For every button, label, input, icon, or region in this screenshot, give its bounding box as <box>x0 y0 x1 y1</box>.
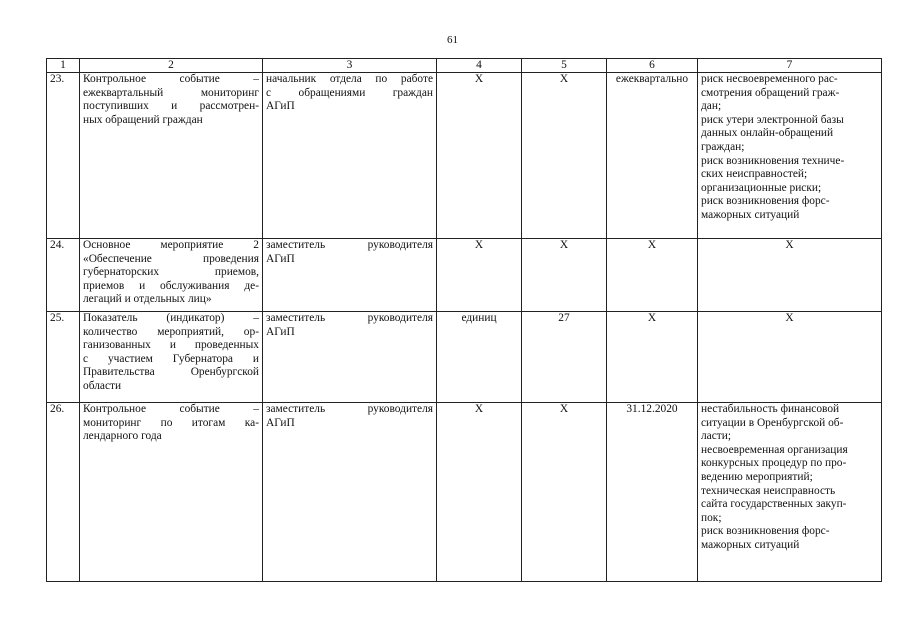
cell-line: риск возникновения форс- <box>701 195 830 208</box>
description-cell <box>80 239 263 312</box>
table-row <box>47 403 882 582</box>
cell-line: ных обращений граждан <box>83 113 203 126</box>
cell-line: конкурсных процедур по про- <box>701 457 847 470</box>
cell-line: риск несвоевременного рас- <box>701 73 838 85</box>
cell-line: заместитель руководителя <box>266 239 433 251</box>
cell-line: риск утери электронной базы <box>701 113 844 126</box>
c4-cell: X <box>437 239 522 312</box>
column-header: 7 <box>698 59 882 73</box>
c6-cell: X <box>607 239 698 312</box>
c4-cell: X <box>437 73 522 239</box>
cell-line: Контрольное событие – <box>83 403 259 415</box>
cell-line: смотрения обращений граж- <box>701 86 840 99</box>
cell-line: мажорных ситуаций <box>701 208 800 221</box>
cell-line: несвоевременная организация <box>701 443 848 456</box>
table-row <box>47 312 882 403</box>
measures-table <box>46 58 882 582</box>
cell-line: губернаторских приемов, <box>83 266 259 279</box>
cell-line: Правительства Оренбургской <box>83 366 259 379</box>
cell-line: области <box>83 379 122 392</box>
c5-cell: X <box>522 403 607 582</box>
responsible-cell <box>263 73 437 239</box>
cell-line: X <box>785 312 794 324</box>
cell-line: граждан; <box>701 140 745 153</box>
cell-line: легаций и отдельных лиц» <box>83 293 212 306</box>
cell-line: приемов и обслуживания де- <box>83 279 259 292</box>
column-header: 3 <box>263 59 437 73</box>
cell-line: АГиП <box>266 325 295 338</box>
table-row <box>47 239 882 312</box>
c5-cell: X <box>522 239 607 312</box>
description-cell <box>80 403 263 582</box>
c6-cell: ежеквартально <box>607 73 698 239</box>
column-header: 1 <box>47 59 80 73</box>
cell-line: Контрольное событие – <box>83 73 259 85</box>
cell-line: пок; <box>701 511 722 524</box>
cell-line: начальник отдела по работе <box>266 73 433 85</box>
cell-line: ситуации в Оренбургской об- <box>701 416 844 429</box>
cell-line: АГиП <box>266 416 295 429</box>
cell-line: сайта государственных закуп- <box>701 498 847 511</box>
row-number-cell: 24. <box>47 239 80 312</box>
cell-line: риск возникновения форс- <box>701 525 830 538</box>
responsible-cell <box>263 403 437 582</box>
c6-cell: 31.12.2020 <box>607 403 698 582</box>
cell-line: данных онлайн-обращений <box>701 127 834 140</box>
cell-line: дан; <box>701 100 722 113</box>
cell-line: нестабильность финансовой <box>701 403 840 415</box>
risks-cell <box>698 312 882 403</box>
cell-line: мониторинг по итогам ка- <box>83 416 259 429</box>
cell-line: ежеквартальный мониторинг <box>83 86 259 99</box>
header-row <box>47 59 882 73</box>
risks-cell <box>698 239 882 312</box>
c4-cell: единиц <box>437 312 522 403</box>
c5-cell: 27 <box>522 312 607 403</box>
cell-line: мажорных ситуаций <box>701 538 800 551</box>
cell-line: поступивших и рассмотрен- <box>83 100 259 113</box>
cell-line: Основное мероприятие 2 <box>83 239 259 251</box>
cell-line: лендарного года <box>83 430 162 443</box>
cell-line: ских неисправностей; <box>701 168 808 181</box>
responsible-cell <box>263 312 437 403</box>
risks-cell <box>698 73 882 239</box>
column-header: 5 <box>522 59 607 73</box>
risks-cell <box>698 403 882 582</box>
c5-cell: X <box>522 73 607 239</box>
cell-line: ведению мероприятий; <box>701 470 813 483</box>
responsible-cell <box>263 239 437 312</box>
cell-line: риск возникновения техниче- <box>701 154 845 167</box>
column-header: 2 <box>80 59 263 73</box>
cell-line: с участием Губернатора и <box>83 352 259 365</box>
description-cell <box>80 312 263 403</box>
table-row <box>47 73 882 239</box>
cell-line: техническая неисправность <box>701 484 836 497</box>
cell-line: Показатель (индикатор) – <box>83 312 259 324</box>
cell-line: количество мероприятий, ор- <box>83 325 259 338</box>
cell-line: заместитель руководителя <box>266 312 433 324</box>
cell-line: с обращениями граждан <box>266 86 433 99</box>
page-number: 61 <box>447 34 458 46</box>
row-number-cell: 25. <box>47 312 80 403</box>
cell-line: «Обеспечение проведения <box>83 252 259 265</box>
cell-line: АГиП <box>266 100 295 113</box>
cell-line: организационные риски; <box>701 181 822 194</box>
column-header: 6 <box>607 59 698 73</box>
description-cell <box>80 73 263 239</box>
row-number-cell: 26. <box>47 403 80 582</box>
cell-line: ласти; <box>701 430 732 443</box>
c4-cell: X <box>437 403 522 582</box>
cell-line: ганизованных и проведенных <box>83 339 259 352</box>
cell-line: АГиП <box>266 252 295 265</box>
column-header: 4 <box>437 59 522 73</box>
cell-line: заместитель руководителя <box>266 403 433 415</box>
c6-cell: X <box>607 312 698 403</box>
cell-line: X <box>785 239 794 251</box>
row-number-cell: 23. <box>47 73 80 239</box>
